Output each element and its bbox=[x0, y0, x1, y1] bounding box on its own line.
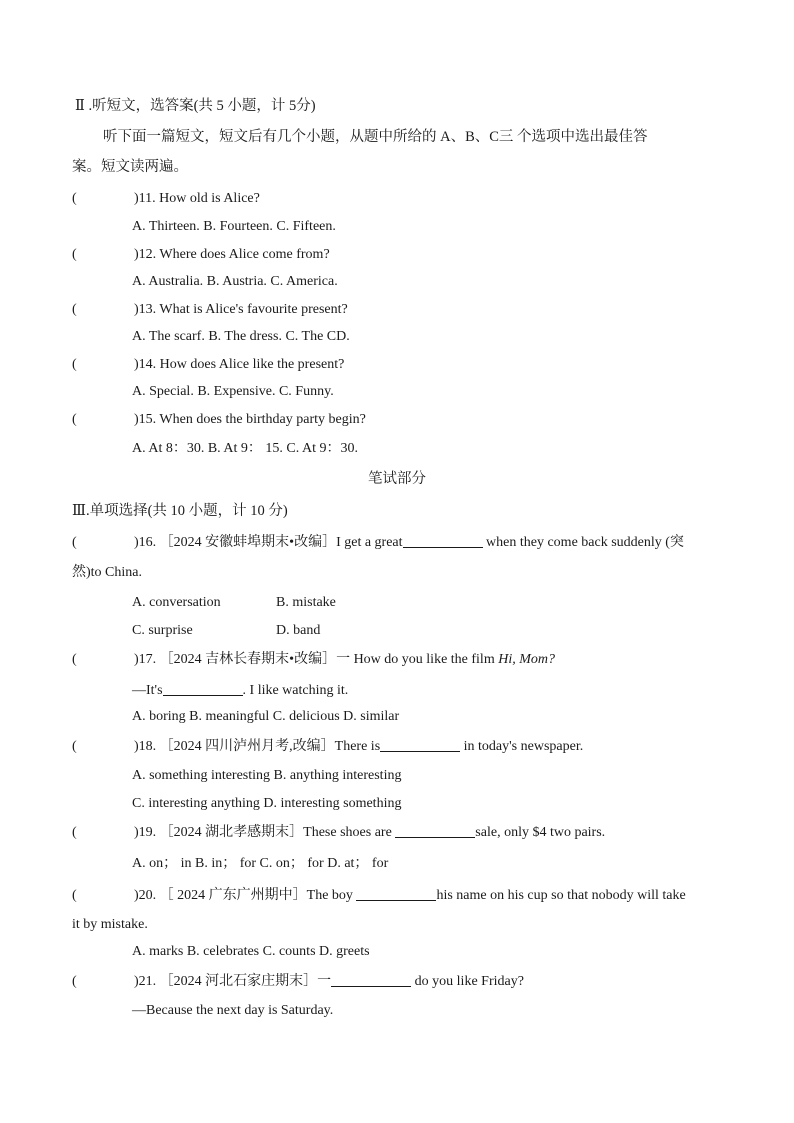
answer-paren: ( bbox=[72, 888, 77, 903]
question-stem: )16. ［2024 安徽蚌埠期末•改编］I get a great bbox=[134, 535, 403, 550]
answer-prefix: —It's bbox=[132, 683, 163, 698]
answer-suffix: . I like watching it. bbox=[242, 683, 349, 698]
fill-blank[interactable] bbox=[403, 533, 483, 548]
question-18-options-1: A. something interesting B. anything interesting bbox=[132, 768, 402, 783]
answer-paren: ( bbox=[72, 825, 77, 840]
answer-paren: ( bbox=[72, 247, 77, 262]
question-17 bbox=[72, 651, 555, 669]
question-stem: )19. ［2024 湖北孝感期末］These shoes are bbox=[134, 825, 396, 840]
section-3-heading: Ⅲ.单项选择(共 10 小题，计 10 分) bbox=[72, 503, 288, 519]
film-title: Hi, Mom? bbox=[498, 652, 555, 667]
fill-blank[interactable] bbox=[356, 886, 436, 901]
question-stem: )12. Where does Alice come from? bbox=[134, 247, 330, 262]
answer-paren: ( bbox=[72, 652, 77, 667]
question-11 bbox=[72, 190, 260, 208]
question-19-options: A. on； in B. in； for C. on； for D. at； for bbox=[132, 856, 389, 871]
answer-paren: ( bbox=[72, 357, 77, 372]
answer-paren: ( bbox=[72, 302, 77, 317]
question-20-options: A. marks B. celebrates C. counts D. greets bbox=[132, 944, 370, 959]
question-16-option-a: A. conversation bbox=[132, 595, 221, 610]
question-20 bbox=[72, 886, 686, 905]
question-stem-cont: sale, only $4 two pairs. bbox=[475, 825, 606, 840]
question-14 bbox=[72, 356, 344, 374]
question-15 bbox=[72, 411, 366, 429]
answer-paren: ( bbox=[72, 412, 77, 427]
question-16-cont: 然)to China. bbox=[72, 565, 142, 580]
answer-paren: ( bbox=[72, 191, 77, 206]
question-16-option-b: B. mistake bbox=[276, 595, 336, 610]
question-11-options: A. Thirteen. B. Fourteen. C. Fifteen. bbox=[132, 219, 336, 234]
question-stem: )20. ［ 2024 广东广州期中］The boy bbox=[134, 888, 357, 903]
question-21 bbox=[72, 972, 524, 991]
question-stem: )21. ［2024 河北石家庄期末］一 bbox=[134, 974, 332, 989]
question-stem: )18. ［2024 四川泸州月考,改编］There is bbox=[134, 739, 381, 754]
question-stem-cont: do you like Friday? bbox=[411, 974, 524, 989]
question-16-option-c: C. surprise bbox=[132, 623, 193, 638]
question-14-options: A. Special. B. Expensive. C. Funny. bbox=[132, 384, 334, 399]
section-2-heading: Ⅱ .听短文，选答案(共 5 小题，计 5分) bbox=[75, 98, 316, 114]
question-12-options: A. Australia. B. Austria. C. America. bbox=[132, 274, 338, 289]
question-18-options-2: C. interesting anything D. interesting something bbox=[132, 796, 402, 811]
question-16 bbox=[72, 533, 684, 552]
question-stem-cont: his name on his cup so that nobody will take bbox=[436, 888, 686, 903]
fill-blank[interactable] bbox=[331, 972, 411, 987]
question-15-options: A. At 8：30. B. At 9： 15. C. At 9：30. bbox=[132, 441, 358, 456]
question-stem: )15. When does the birthday party begin? bbox=[134, 412, 366, 427]
question-stem: )17. ［2024 吉林长春期末•改编］一 How do you like the film bbox=[134, 652, 499, 667]
question-21-answer: —Because the next day is Saturday. bbox=[132, 1003, 334, 1018]
question-stem: )14. How does Alice like the present? bbox=[134, 357, 345, 372]
section-2-instruction: 听下面一篇短文，短文后有几个小题，从题中所给的 A、B、C三 个选项中选出最佳答 bbox=[103, 129, 648, 145]
fill-blank[interactable] bbox=[395, 823, 475, 838]
question-17-answer bbox=[132, 681, 348, 700]
question-12 bbox=[72, 246, 330, 264]
question-18 bbox=[72, 737, 583, 756]
question-stem: )11. How old is Alice? bbox=[134, 191, 260, 206]
question-stem: )13. What is Alice's favourite present? bbox=[134, 302, 348, 317]
answer-paren: ( bbox=[72, 974, 77, 989]
question-20-cont: it by mistake. bbox=[72, 917, 148, 932]
question-stem-cont: when they come back suddenly (突 bbox=[482, 535, 684, 550]
question-13 bbox=[72, 301, 348, 319]
answer-paren: ( bbox=[72, 535, 77, 550]
question-17-options: A. boring B. meaningful C. delicious D. similar bbox=[132, 709, 400, 724]
question-stem-cont: in today's newspaper. bbox=[460, 739, 584, 754]
answer-paren: ( bbox=[72, 739, 77, 754]
fill-blank[interactable] bbox=[163, 681, 243, 696]
question-16-option-d: D. band bbox=[276, 623, 321, 638]
question-19 bbox=[72, 823, 605, 842]
section-2-instruction-cont: 案。短文读两遍。 bbox=[72, 159, 188, 175]
question-13-options: A. The scarf. B. The dress. C. The CD. bbox=[132, 329, 350, 344]
written-part-title: 笔试部分 bbox=[368, 471, 426, 487]
fill-blank[interactable] bbox=[380, 737, 460, 752]
